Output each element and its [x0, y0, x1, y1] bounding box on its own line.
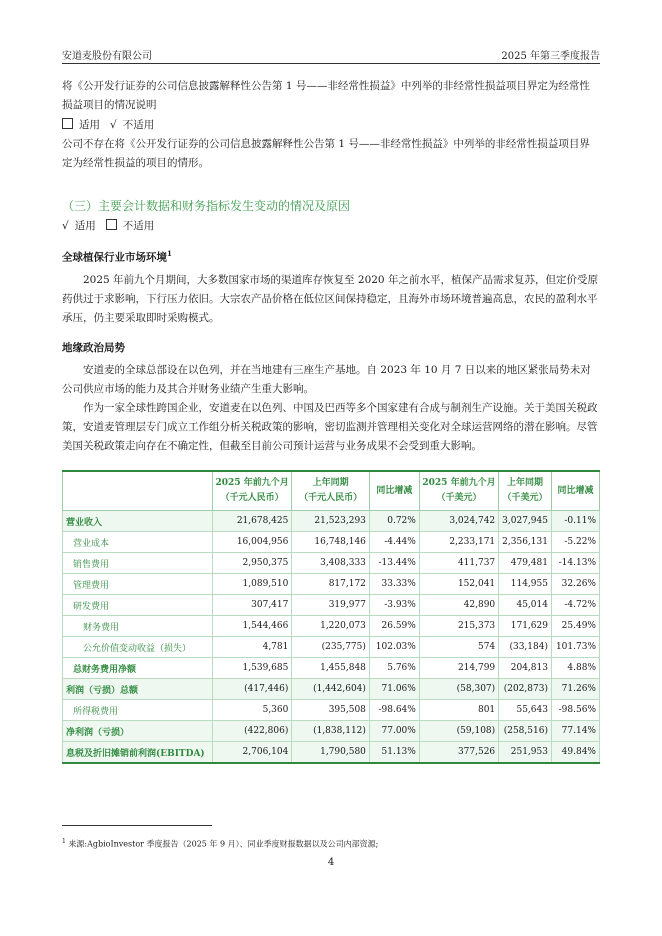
geo-paragraph-2: 作为一家全球性跨国企业，安道麦在以色列、中国及巴西等多个国家建有合成与制剂生产设施。关于美国关税政策，安道麦管理层专门成立工作组分析关税政策的影响，密切监测并管理相关变化对全球运营网络的潜在影响。尽管美国关税政策走向存在不确定性，但截至目前公司预计运营与业务成果不会受到重大影响。	[62, 402, 598, 452]
header-col6: 同比增减	[551, 471, 599, 511]
market-heading-text: 全球植保行业市场环境	[62, 251, 167, 264]
market-heading	[62, 249, 172, 265]
financial-table	[62, 470, 600, 764]
checkmark-icon: √	[62, 220, 69, 232]
section3-options	[62, 218, 154, 233]
header-col2: 上年同期 （千元人民币）	[292, 471, 370, 511]
checkmark-icon: √	[110, 119, 117, 131]
market-paragraph: 2025 年前九个月期间，大多数国家市场的渠道库存恢复至 2020 年之前水平，植保产品需求复苏，但定价受原药供过于求影响，下行压力依旧。大宗农产品价格在低位区间保持稳定，且海外市场环境普遍高息，农民的盈利水平承压，仍主要采取即时采购模式。	[62, 274, 598, 324]
header-col4: 2025 年前九个月 （千美元）	[419, 471, 498, 511]
option-applicable-label: 适用	[79, 119, 100, 131]
header-blank	[63, 471, 213, 511]
footnote-ref: 1	[167, 249, 172, 258]
geo-heading: 地缘政治局势	[62, 342, 125, 354]
header-col3: 同比增减	[369, 471, 419, 511]
section-title: （三）主要会计数据和财务指标发生变动的情况及原因	[62, 199, 351, 213]
page-number: 4	[327, 857, 335, 868]
header-col1: 2025 年前九个月 （千元人民币）	[212, 471, 291, 511]
nonrecurring-options	[62, 117, 154, 132]
header-report-title: 2025 年第三季度报告	[501, 51, 600, 62]
table-row: 财务费用 1,544,466 1,220,073 26.59% 215,373 171,629 25.49%	[63, 616, 600, 637]
nonrecurring-statement: 公司不存在将《公开发行证券的公司信息披露解释性公告第 1 号——非经常性损益》中列举的非经常性损益项目界定为经常性损益的项目的情形。	[62, 138, 590, 169]
option-applicable-label: 适用	[74, 220, 96, 232]
table-row: 营业成本 16,004,956 16,748,146 -4.44% 2,233,171 2,356,131 -5.22%	[63, 532, 600, 553]
header-col5: 上年同期 （千美元）	[499, 471, 552, 511]
header-company: 安道麦股份有限公司	[62, 51, 152, 62]
table-row: 管理费用 1,089,510 817,172 33.33% 152,041 114,955 32.26%	[63, 574, 600, 595]
table-row: 息税及折旧摊销前利润(EBITDA) 2,706,104 1,790,580 51.13% 377,526 251,953 49.84%	[63, 742, 600, 764]
table-row: 净利润（亏损） (422,806) (1,838,112) 77.00% (59,108) (258,516) 77.14%	[63, 721, 600, 742]
option-not-applicable-label: 不适用	[122, 220, 155, 232]
geo-paragraph-1: 安道麦的全球总部设在以色列，并在当地建有三座生产基地。自 2023 年 10 月 7 日以来的地区紧张局势未对公司供应市场的能力及其合并财务业绩产生重大影响。	[62, 364, 591, 395]
checkbox-unchecked-icon	[106, 219, 117, 230]
page-header	[62, 47, 600, 64]
footnote-mark: 1	[62, 838, 66, 845]
table-row: 利润（亏损）总额 (417,446) (1,442,604) 71.06% (58,307) (202,873) 71.26%	[63, 679, 600, 700]
table-row: 公允价值变动收益（损失） 4,781 (235,775) 102.03% 574 (33,184) 101.73%	[63, 637, 600, 658]
table-header-row	[63, 471, 600, 511]
table-row: 所得税费用 5,360 395,508 -98.64% 801 55,643 -98.56%	[63, 700, 600, 721]
table-row: 研发费用 307,417 319,977 -3.93% 42,890 45,014 -4.72%	[63, 595, 600, 616]
nonrecurring-question: 将《公开发行证券的公司信息披露解释性公告第 1 号——非经常性损益》中列举的非经常性损益项目界定为经常性损益项目的情况说明	[62, 80, 590, 111]
table-row: 总财务费用净额 1,539,685 1,455,848 5.76% 214,799 204,813 4.88%	[63, 658, 600, 679]
option-not-applicable-label: 不适用	[122, 119, 155, 131]
table-row: 销售费用 2,950,375 3,408,333 -13.44% 411,737 479,481 -14.13%	[63, 553, 600, 574]
footnote-divider	[62, 825, 212, 826]
table-row: 营业收入 21,678,425 21,523,293 0.72% 3,024,742 3,027,945 -0.11%	[63, 511, 600, 532]
footnote	[62, 838, 378, 850]
checkbox-unchecked-icon	[62, 118, 73, 129]
footnote-text: 来源:AgbioInvestor 季度报告（2025 年 9 月）、同业季度财报数据以及公司内部资源;	[68, 839, 379, 849]
